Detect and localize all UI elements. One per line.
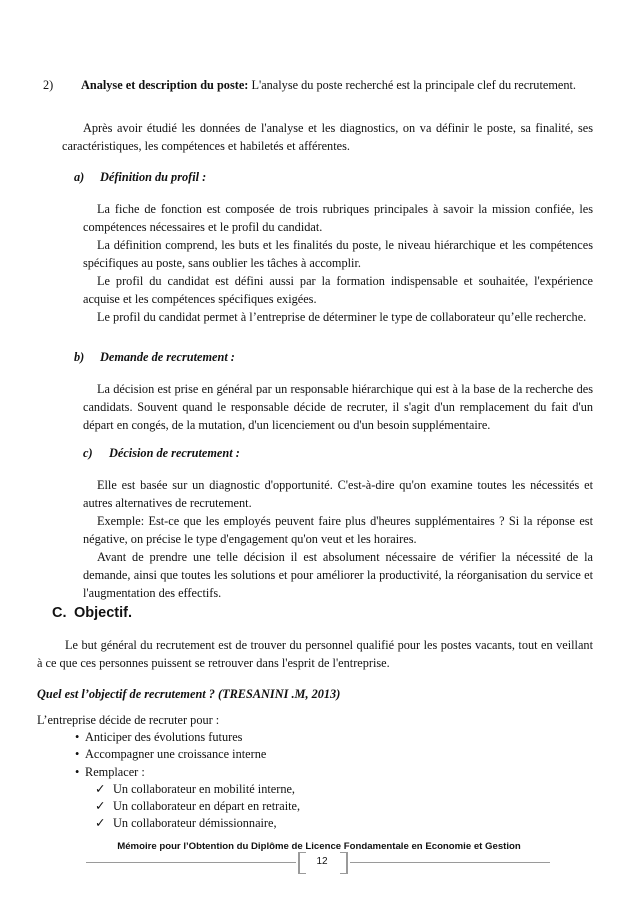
footer-text: Mémoire pour l’Obtention du Diplôme de Licence Fondamentale en Economie et Gestion (117, 841, 521, 852)
paragraph: La décision est prise en général par un responsable hiérarchique qui est à la base de la recherche des candidats. Souvent quand le responsable décide de recruter, il s'agit d'un remplacement du fait d'un départ en congés, de la mutation, d'un licenciement ou d'un besoin supplémentaire. (83, 382, 593, 432)
subheading-c-letter: c) (83, 446, 93, 460)
checkmark-icon: ✓ (95, 816, 106, 831)
paragraph: Avant de prendre une telle décision il est absolument nécessaire de vérifier la nécessité de la demande, ainsi que toutes les solutions et pour améliorer la productivité, la réorganisation du service et l'augmentation des effectifs. (83, 550, 593, 600)
page-number: 12 (316, 856, 328, 867)
subheading-a-title: Définition du profil : (100, 170, 207, 184)
section-c-title: Objectif. (74, 605, 133, 621)
section-c-heading (52, 605, 132, 621)
list-subitem: ✓ Un collaborateur en mobilité interne, (37, 781, 300, 798)
list-intro: L’entreprise décide de recruter pour : (37, 713, 220, 727)
paragraph: Elle est basée sur un diagnostic d'opportunité. C'est-à-dire qu'on examine toutes les nécessités et autres alternatives de recrutement. (83, 478, 593, 510)
subheading-b-letter: b) (74, 350, 85, 364)
objective-list (37, 712, 300, 832)
section-2-title: Analyse et description du poste: (81, 78, 249, 92)
paragraph: Le profil du candidat est défini aussi par la formation indispensable et souhaitée, l'expérience acquise et les compétences spécifiques exigées. (83, 274, 593, 306)
section-2 (43, 76, 593, 94)
footer-rule-right (350, 862, 550, 863)
subsection-b-body (83, 380, 593, 434)
bullet-icon: • (75, 747, 80, 762)
footer-rule-left (86, 862, 296, 863)
section-c-letter: C. (52, 605, 67, 621)
page-number-bracket-left (298, 852, 306, 874)
subheading-c (83, 446, 240, 461)
subsection-a-body (83, 200, 593, 326)
section-2-number: 2) (43, 78, 54, 92)
question-heading: Quel est l’objectif de recrutement ? (TRESANINI .M, 2013) (37, 687, 341, 701)
list-item: • Anticiper des évolutions futures (37, 729, 300, 746)
bullet-icon: • (75, 764, 80, 779)
subheading-c-title: Décision de recrutement : (109, 446, 240, 460)
bullet-icon: • (75, 730, 80, 745)
section-2-heading (43, 76, 593, 94)
checkmark-icon: ✓ (95, 799, 106, 814)
paragraph: La définition comprend, les buts et les finalités du poste, le niveau hiérarchique et les compétences spécifiques au poste, sans oublier les tâches à accomplir. (83, 238, 593, 270)
list-subitem: ✓ Un collaborateur en départ en retraite, (37, 798, 300, 815)
subsection-c-body (83, 476, 593, 602)
page-number-bracket-right (340, 852, 348, 874)
subheading-a (74, 170, 206, 185)
list-item: • Remplacer : (37, 764, 300, 781)
list-item: • Accompagner une croissance interne (37, 746, 300, 763)
paragraph: Le profil du candidat permet à l’entreprise de déterminer le type de collaborateur qu’elle recherche. (97, 310, 587, 324)
checkmark-icon: ✓ (95, 781, 106, 796)
subheading-b-title: Demande de recrutement : (100, 350, 235, 364)
paragraph: Exemple: Est-ce que les employés peuvent faire plus d'heures supplémentaires ? Si la réponse est négative, on précise le type d'engagement qu'on veut et les horaires. (83, 514, 593, 546)
list-subitem: ✓ Un collaborateur démissionnaire, (37, 815, 300, 832)
section-2-text: L'analyse du poste recherché est la principale clef du recrutement. (248, 78, 576, 92)
section-2-paragraph: Après avoir étudié les données de l'analyse et les diagnostics, on va définir le poste, sa finalité, ses caractéristiques, les compétences et habiletés et afférentes. (62, 121, 593, 153)
subheading-b (74, 350, 235, 365)
paragraph: La fiche de fonction est composée de trois rubriques principales à savoir la mission confiée, les compétences nécessaires et le profil du candidat. (83, 202, 593, 234)
section-c-paragraph: Le but général du recrutement est de trouver du personnel qualifié pour les postes vacants, tout en veillant à ce que ces personnes puissent se retrouver dans l'esprit de l'entreprise. (37, 638, 593, 670)
subheading-a-letter: a) (74, 170, 85, 184)
